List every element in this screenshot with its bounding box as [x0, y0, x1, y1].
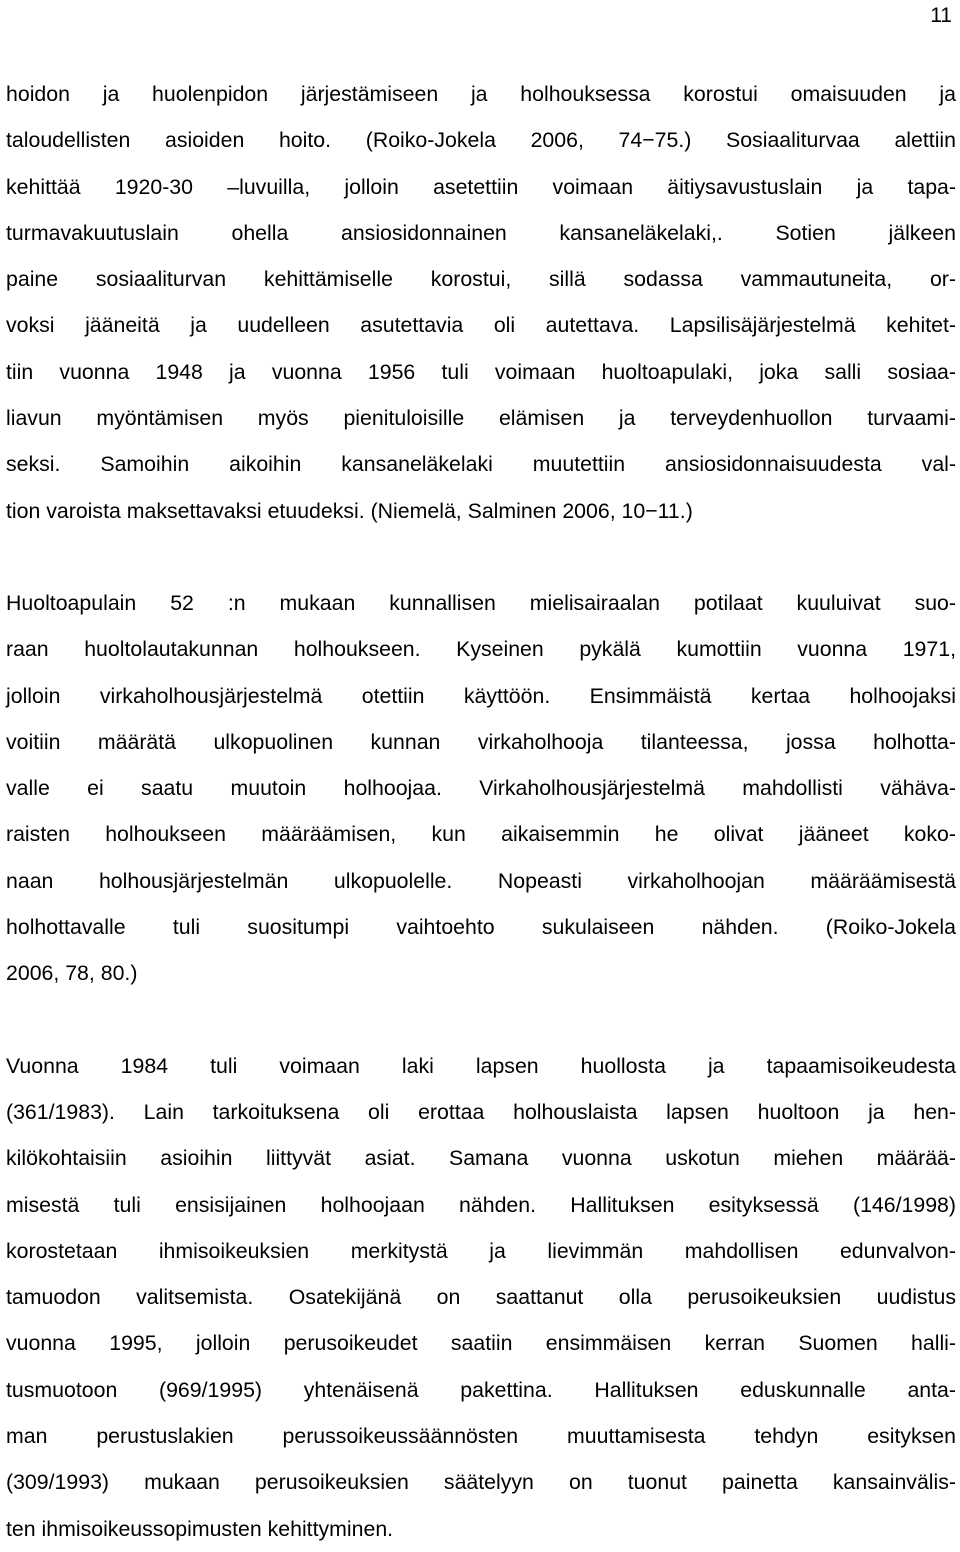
text-line: ten ihmisoikeussopimusten kehittyminen. — [6, 1516, 394, 1541]
paragraph-history-social-security — [6, 71, 956, 534]
text-line: seksi. Samoihin aikoihin kansaneläkelaki muutettiin ansiosidonnaisuudesta val- — [6, 452, 956, 477]
page-number: 11 — [930, 4, 952, 27]
paragraph-custody-law — [6, 1043, 956, 1552]
text-line: holhottavalle tuli suositumpi vaihtoehto sukulaiseen nähden. (Roiko-Jokela — [6, 915, 956, 940]
text-line: taloudellisten asioiden hoito. (Roiko-Jokela 2006, 74−75.) Sosiaaliturvaa alettiin — [6, 128, 956, 153]
text-line: liavun myöntämisen myös pienituloisille elämisen ja terveydenhuollon turvaami- — [6, 406, 956, 431]
document-body — [6, 71, 956, 1552]
text-line: tiin vuonna 1948 ja vuonna 1956 tuli voimaan huoltoapulaki, joka salli sosiaa- — [6, 359, 956, 384]
text-line: jolloin virkaholhousjärjestelmä otettiin käyttöön. Ensimmäistä kertaa holhoojaksi — [6, 683, 956, 708]
text-line: paine sosiaaliturvan kehittämiselle korostui, sillä sodassa vammautuneita, or- — [6, 267, 956, 292]
paragraph-guardianship-system — [6, 580, 956, 997]
text-line: korostetaan ihmisoikeuksien merkitystä ja lievimmän mahdollisen edunvalvon- — [6, 1238, 956, 1263]
text-line: tion varoista maksettavaksi etuudeksi. (Niemelä, Salminen 2006, 10−11.) — [6, 498, 693, 523]
paragraph-spacer — [6, 534, 956, 580]
text-line: naan holhousjärjestelmän ulkopuolelle. Nopeasti virkaholhoojan määräämisestä — [6, 868, 956, 893]
text-line: man perustuslakien perussoikeussäännösten muuttamisesta tehdyn esityksen — [6, 1424, 956, 1449]
text-line: kilökohtaisiin asioihin liittyvät asiat. Samana vuonna uskotun miehen määrää- — [6, 1146, 956, 1171]
paragraph-spacer — [6, 997, 956, 1043]
text-line: voksi jääneitä ja uudelleen asutettavia oli autettava. Lapsilisäjärjestelmä kehitet- — [6, 313, 956, 338]
text-line: raan huoltolautakunnan holhoukseen. Kyseinen pykälä kumottiin vuonna 1971, — [6, 637, 956, 662]
text-line: turmavakuutuslain ohella ansiosidonnainen kansaneläkelaki,. Sotien jälkeen — [6, 220, 956, 245]
text-line: (361/1983). Lain tarkoituksena oli erottaa holhouslaista lapsen huoltoon ja hen- — [6, 1099, 956, 1124]
text-line: kehittää 1920-30 –luvuilla, jolloin asetettiin voimaan äitiysavustuslain ja tapa- — [6, 174, 956, 199]
text-line: valle ei saatu muutoin holhoojaa. Virkaholhousjärjestelmä mahdollisti vähäva- — [6, 776, 956, 801]
text-line: (309/1993) mukaan perusoikeuksien säätelyyn on tuonut painetta kansainvälis- — [6, 1470, 956, 1495]
text-line: raisten holhoukseen määräämisen, kun aikaisemmin he olivat jääneet koko- — [6, 822, 956, 847]
text-line: tusmuotoon (969/1995) yhtenäisenä pakettina. Hallituksen eduskunnalle anta- — [6, 1377, 956, 1402]
text-line: tamuodon valitsemista. Osatekijänä on saattanut olla perusoikeuksien uudistus — [6, 1285, 956, 1310]
text-line: voitiin määrätä ulkopuolinen kunnan virkaholhooja tilanteessa, jossa holhotta- — [6, 729, 956, 754]
text-line: 2006, 78, 80.) — [6, 961, 138, 986]
text-line: vuonna 1995, jolloin perusoikeudet saatiin ensimmäisen kerran Suomen halli- — [6, 1331, 956, 1356]
text-line: Vuonna 1984 tuli voimaan laki lapsen huollosta ja tapaamisoikeudesta — [6, 1053, 956, 1078]
text-line: misestä tuli ensisijainen holhoojaan nähden. Hallituksen esityksessä (146/1998) — [6, 1192, 956, 1217]
text-line: Huoltoapulain 52 :n mukaan kunnallisen mielisairaalan potilaat kuuluivat suo- — [6, 590, 956, 615]
text-line: hoidon ja huolenpidon järjestämiseen ja holhouksessa korostui omaisuuden ja — [6, 82, 956, 106]
